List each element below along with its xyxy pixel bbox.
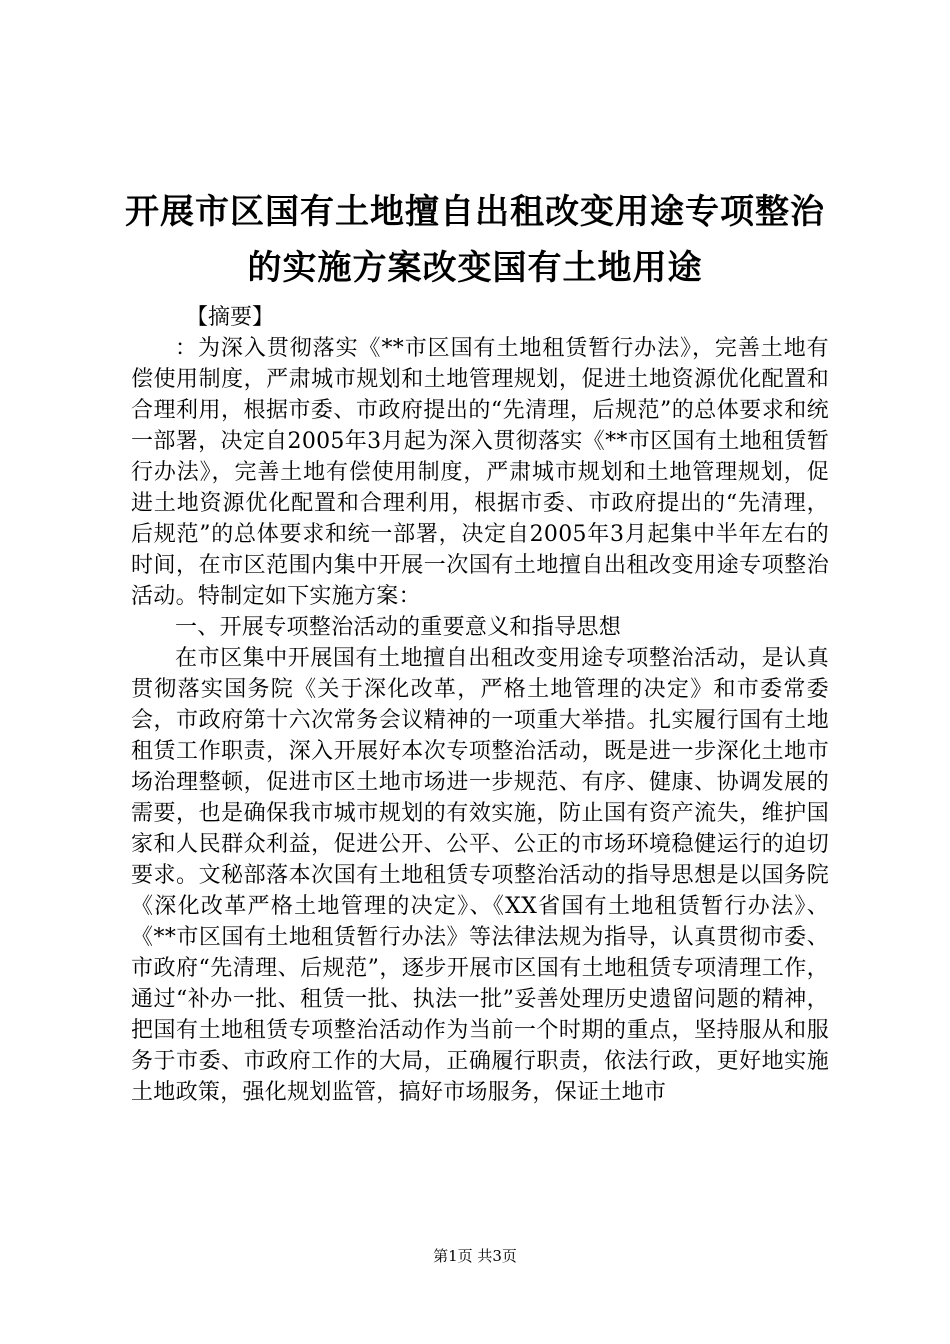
- page-footer: 第1页 共3页: [433, 1247, 517, 1265]
- body-paragraph: 在市区集中开展国有土地擅自出租改变用途专项整治活动，是认真贯彻落实国务院《关于深化改革，严格土地管理的决定》和市委常委会，市政府第十六次常务会议精神的一项重大举措。扎实履行国有土地租赁工作职责，深入开展好本次专项整治活动，既是进一步深化土地市场治理整顿，促进市区土地市场进一步规范、有序、健康、协调发展的需要，也是确保我市城市规划的有效实施，防止国有资产流失，维护国家和人民群众利益，促进公开、公平、公正的市场环境稳健运行的迫切要求。文秘部落本次国有土地租赁专项整治活动的指导思想是以国务院《深化改革严格土地管理的决定》、《XX省国有土地租赁暂行办法》、《**市区国有土地租赁暂行办法》等法律法规为指导，认真贯彻市委、市政府“先清理、后规范”，逐步开展市区国有土地租赁专项清理工作，通过“补办一批、租赁一批、执法一批”妥善处理历史遗留问题的精神，把国有土地租赁专项整治活动作为当前一个时期的重点，坚持服从和服务于市委、市政府工作的大局，正确履行职责，依法行政，更好地实施土地政策，强化规划监管，搞好市场服务，保证土地市: [131, 646, 829, 1105]
- abstract-paragraph: ：为深入贯彻落实《**市区国有土地租赁暂行办法》，完善土地有偿使用制度，严肃城市规划和土地管理规划，促进土地资源优化配置和合理利用，根据市委、市政府提出的“先清理，后规范”的总体要求和统一部署，决定自2005年3月起为深入贯彻落实《**市区国有土地租赁暂行办法》，完善土地有偿使用制度，严肃城市规划和土地管理规划，促进土地资源优化配置和合理利用，根据市委、市政府提出的“先清理，后规范”的总体要求和统一部署，决定自2005年3月起集中半年左右的时间，在市区范围内集中开展一次国有土地擅自出租改变用途专项整治活动。特制定如下实施方案：: [131, 336, 829, 609]
- section-heading-1: 一、开展专项整治活动的重要意义和指导思想: [175, 615, 622, 640]
- document-body: [131, 333, 829, 1108]
- abstract-label: 【摘要】: [186, 305, 275, 330]
- document-title: 开展市区国有土地擅自出租改变用途专项整治的实施方案改变国有土地用途: [125, 192, 825, 288]
